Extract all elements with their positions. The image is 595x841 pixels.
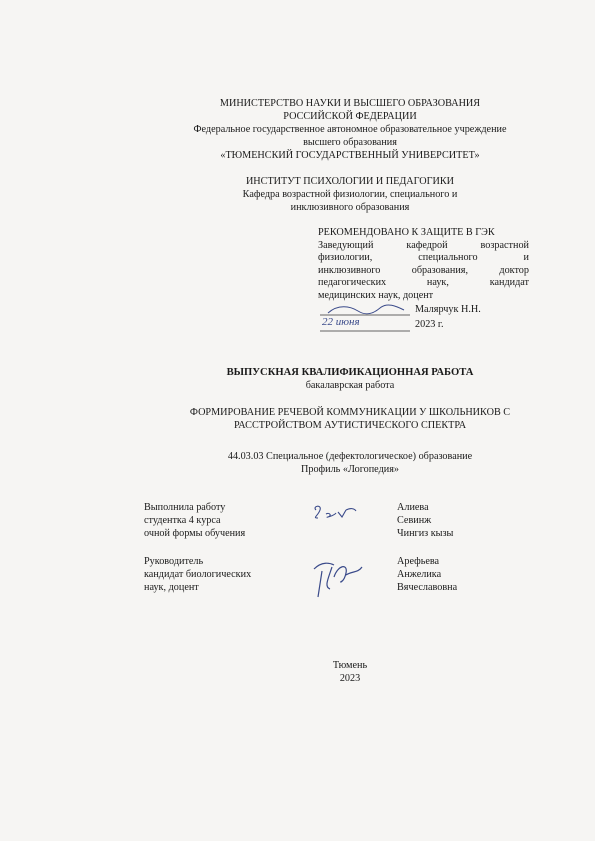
student-name-2: Севинж <box>397 515 432 526</box>
supervisor-name-1: Арефьева <box>397 556 440 567</box>
footer-city: Тюмень <box>332 660 368 671</box>
approval-year: 2023 г. <box>415 319 444 330</box>
approval-block <box>318 227 529 303</box>
ministry-line-1: МИНИСТЕРСТВО НАУКИ И ВЫСШЕГО ОБРАЗОВАНИЯ <box>219 98 481 109</box>
supervisor-name-2: Анжелика <box>397 569 442 580</box>
work-subtype: бакалаврская работа <box>305 380 395 391</box>
institution-line-1: Федеральное государственное автономное образовательное учреждение <box>193 124 507 135</box>
student-signature <box>308 502 360 524</box>
approval-line-3: инклюзивного образования, доктор <box>318 264 529 276</box>
approval-line-4: педагогических наук, кандидат <box>318 277 529 289</box>
approval-line-5: медицинских наук, доцент <box>318 289 434 301</box>
program: 44.03.03 Специальное (дефектологическое) образование <box>227 451 473 462</box>
department-line-2: инклюзивного образования <box>290 202 410 213</box>
work-title-line-1: ФОРМИРОВАНИЕ РЕЧЕВОЙ КОММУНИКАЦИИ У ШКОЛЬНИКОВ С <box>189 407 511 418</box>
student-label-1: Выполнила работу <box>144 502 226 513</box>
institution-line-2: высшего образования <box>303 137 397 148</box>
institute-name: ИНСТИТУТ ПСИХОЛОГИИ И ПЕДАГОГИКИ <box>245 176 455 187</box>
handwritten-date: 22 июня <box>322 316 360 328</box>
supervisor-label-3: наук, доцент <box>144 582 199 593</box>
approval-line-2: физиологии, специального и <box>318 252 529 264</box>
ministry-line-2: РОССИЙСКОЙ ФЕДЕРАЦИИ <box>283 111 417 122</box>
approval-line-1: Заведующий кафедрой возрастной <box>318 239 529 251</box>
supervisor-label-2: кандидат биологических <box>144 569 252 580</box>
supervisor-name-3: Вячеславовна <box>397 582 458 593</box>
supervisor-label-1: Руководитель <box>144 556 204 567</box>
student-label-3: очной формы обучения <box>144 528 246 539</box>
department-line-1: Кафедра возрастной физиологии, специального и <box>242 189 458 200</box>
footer-year: 2023 <box>339 673 361 684</box>
work-title-line-2: РАССТРОЙСТВОМ АУТИСТИЧЕСКОГО СПЕКТРА <box>233 420 467 431</box>
supervisor-signature <box>308 553 368 601</box>
approval-title: РЕКОМЕНДОВАНО К ЗАЩИТЕ В ГЭК <box>318 227 495 238</box>
work-type: ВЫПУСКНАЯ КВАЛИФИКАЦИОННАЯ РАБОТА <box>226 367 474 378</box>
student-name-3: Чингиз кызы <box>397 528 454 539</box>
profile: Профиль «Логопедия» <box>301 464 399 475</box>
university-name: «ТЮМЕНСКИЙ ГОСУДАРСТВЕННЫЙ УНИВЕРСИТЕТ» <box>220 150 480 161</box>
student-label-2: студентка 4 курса <box>144 515 221 526</box>
student-name-1: Алиева <box>397 502 429 513</box>
signer-name: Малярчук Н.Н. <box>415 304 481 315</box>
